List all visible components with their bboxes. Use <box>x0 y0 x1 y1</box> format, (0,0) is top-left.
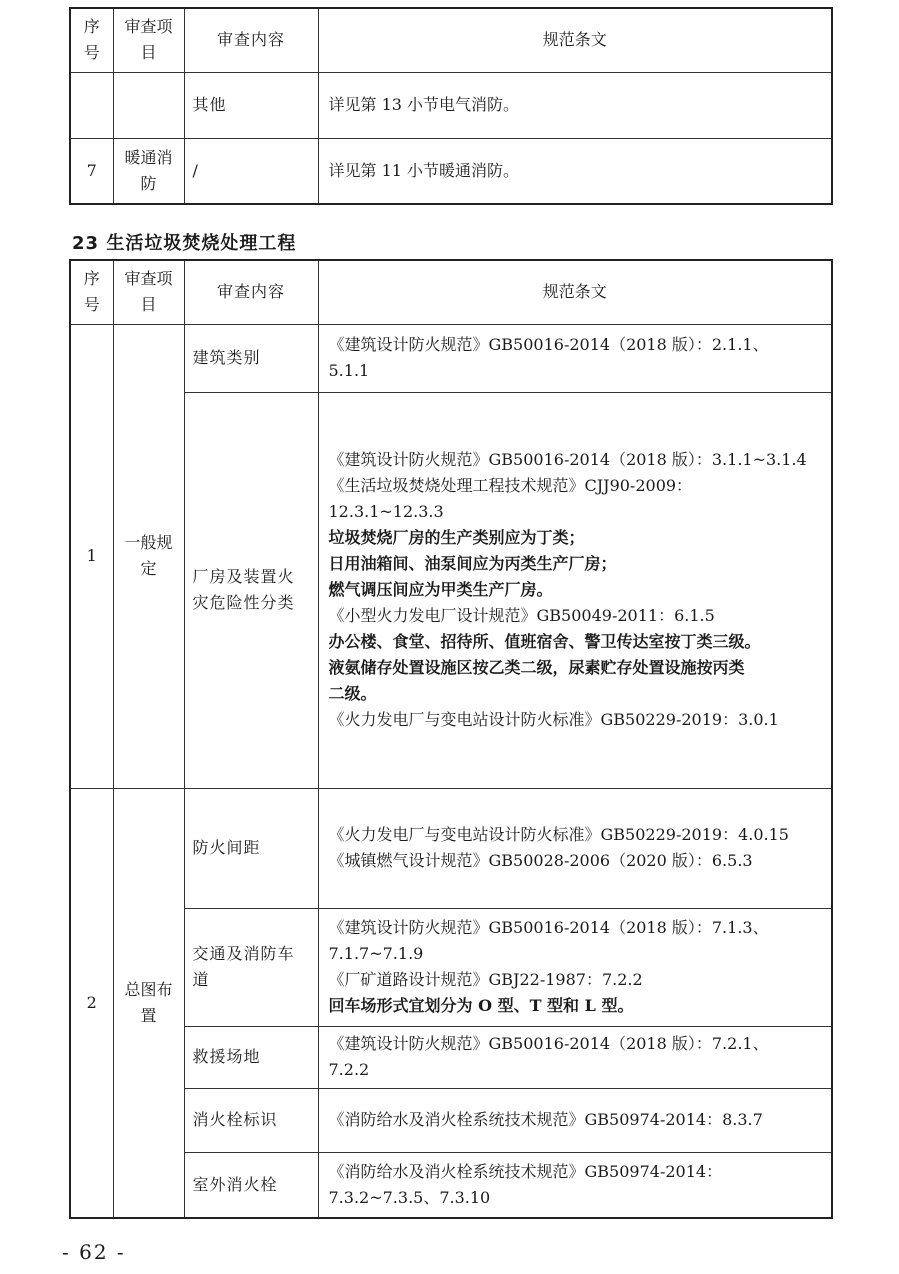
spec-line: 《生活垃圾焚烧处理工程技术规范》CJJ90-2009： <box>328 476 693 495</box>
spec-line: 《建筑设计防火规范》GB50016-2014（2018 版）：2.1.1、 <box>328 335 769 354</box>
spec-line: 5.1.1 <box>328 361 370 380</box>
row-spec <box>318 788 832 908</box>
spec-line: 《小型火力发电厂设计规范》GB50049-2011：6.1.5 <box>328 606 715 625</box>
row-spec <box>318 908 832 1026</box>
spec-line: 《厂矿道路设计规范》GBJ22-1987：7.2.2 <box>328 970 643 989</box>
spec-line: 办公楼、食堂、招待所、值班宿舍、警卫传达室按丁类三级。 <box>328 632 761 651</box>
row-item: 一般规定 <box>113 324 184 788</box>
header-content: 审查内容 <box>184 260 318 324</box>
row-content: 防火间距 <box>184 788 318 908</box>
spec-line: 《建筑设计防火规范》GB50016-2014（2018 版）：7.1.3、 <box>328 918 769 937</box>
table-row <box>70 1152 832 1218</box>
row-spec <box>318 138 832 204</box>
spec-line: 《消防给水及消火栓系统技术规范》GB50974-2014： <box>328 1161 723 1181</box>
spec-line: 回车场形式宜划分为 O 型、T 型和 L 型。 <box>328 996 634 1015</box>
spec-line: 12.3.1~12.3.3 <box>328 502 444 521</box>
table-row <box>70 1088 832 1152</box>
spec-line: 7.2.2 <box>328 1060 370 1079</box>
spec-line: 7.1.7~7.1.9 <box>328 944 424 963</box>
row-content: 其他 <box>184 72 318 138</box>
header-no: 序号 <box>70 260 113 324</box>
header-item: 审查项目 <box>113 8 184 72</box>
spec-line: 《建筑设计防火规范》GB50016-2014（2018 版）：7.2.1、 <box>328 1034 769 1053</box>
table-header-row <box>70 8 832 72</box>
spec-line: 《火力发电厂与变电站设计防火标准》GB50229-2019：3.0.1 <box>328 710 779 729</box>
spec-line: 二级。 <box>328 684 377 703</box>
row-no: 1 <box>70 324 113 788</box>
spec-line: 7.3.2~7.3.5、7.3.10 <box>328 1187 491 1207</box>
row-content: 消火栓标识 <box>184 1088 318 1152</box>
header-spec: 规范条文 <box>318 8 832 72</box>
review-table-continued <box>69 7 833 205</box>
table-row <box>70 908 832 1026</box>
spec-line: 日用油箱间、油泵间应为丙类生产厂房； <box>328 554 617 573</box>
header-item: 审查项目 <box>113 260 184 324</box>
row-item: 暖通消防 <box>113 138 184 204</box>
table-row <box>70 72 832 138</box>
page-number: - 62 - <box>62 1240 126 1264</box>
row-content: / <box>184 138 318 204</box>
row-no <box>70 72 113 138</box>
spec-line: 详见第 11 小节暖通消防。 <box>328 160 520 180</box>
row-item <box>113 72 184 138</box>
row-spec <box>318 392 832 788</box>
header-no: 序号 <box>70 8 113 72</box>
row-no: 7 <box>70 138 113 204</box>
row-spec <box>318 1152 832 1218</box>
row-spec <box>318 1026 832 1088</box>
spec-line: 液氨储存处置设施区按乙类二级，尿素贮存处置设施按丙类 <box>328 658 745 677</box>
header-spec: 规范条文 <box>318 260 832 324</box>
header-content: 审查内容 <box>184 8 318 72</box>
row-content: 厂房及装置火灾危险性分类 <box>184 392 318 788</box>
table-header-row <box>70 260 832 324</box>
row-spec <box>318 1088 832 1152</box>
table-row <box>70 1026 832 1088</box>
table-row <box>70 138 832 204</box>
row-item: 总图布置 <box>113 788 184 1218</box>
review-table-waste-incineration <box>69 259 833 1219</box>
spec-line: 《城镇燃气设计规范》GB50028-2006（2020 版）：6.5.3 <box>328 851 753 870</box>
row-content: 室外消火栓 <box>184 1152 318 1218</box>
row-content: 建筑类别 <box>184 324 318 392</box>
spec-line: 《消防给水及消火栓系统技术规范》GB50974-2014：8.3.7 <box>328 1110 763 1129</box>
spec-line: 《火力发电厂与变电站设计防火标准》GB50229-2019：4.0.15 <box>328 825 789 844</box>
row-spec <box>318 72 832 138</box>
row-no: 2 <box>70 788 113 1218</box>
row-content: 救援场地 <box>184 1026 318 1088</box>
row-spec <box>318 324 832 392</box>
spec-line: 详见第 13 小节电气消防。 <box>328 95 520 114</box>
spec-line: 燃气调压间应为甲类生产厂房。 <box>328 580 553 599</box>
table-row <box>70 788 832 908</box>
table-row <box>70 324 832 392</box>
table-row <box>70 392 832 788</box>
spec-line: 垃圾焚烧厂房的生产类别应为丁类； <box>328 528 585 547</box>
row-content: 交通及消防车道 <box>184 908 318 1026</box>
section-title: 23 生活垃圾焚烧处理工程 <box>72 233 297 254</box>
spec-line: 《建筑设计防火规范》GB50016-2014（2018 版）：3.1.1~3.1.4 <box>328 450 807 469</box>
